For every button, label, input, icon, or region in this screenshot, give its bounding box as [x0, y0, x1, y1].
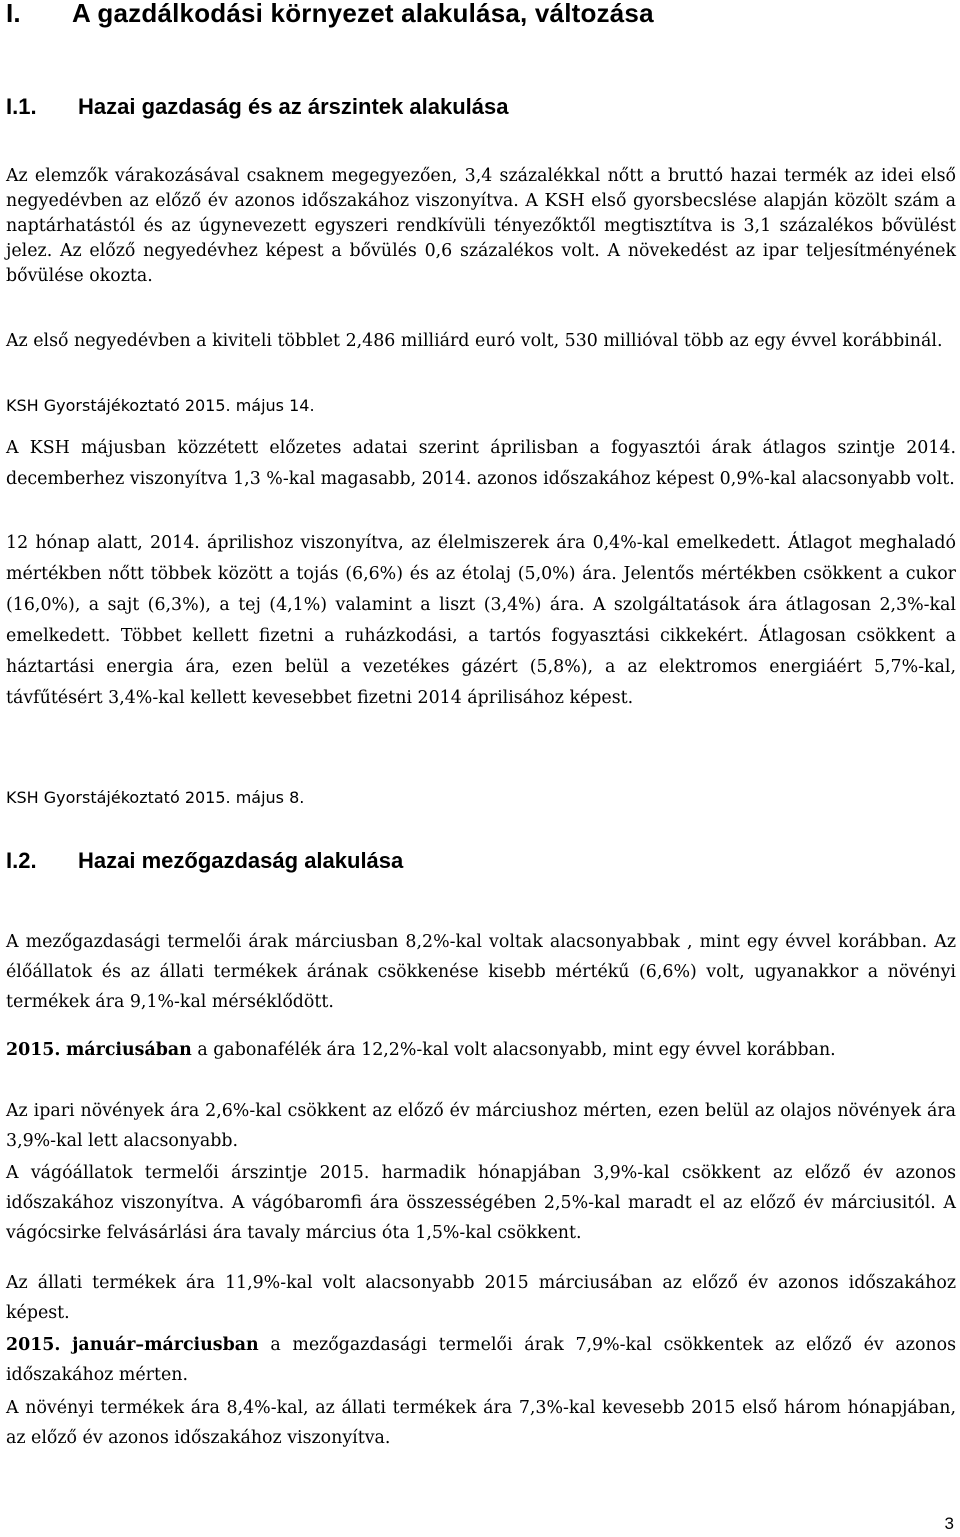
paragraph-consumer-prices: A KSH májusban közzétett előzetes adatai szerint áprilisban a fogyasztói árak átlagos szintje 2014. decemberhez viszonyítva 1,3 %-kal magasabb, 2014. azonos időszakához képest 0,9%-kal alacsonyabb volt. — [6, 438, 956, 489]
paragraph-q1-prices — [6, 1330, 956, 1390]
citation-ksh-may-14: KSH Gyorstájékoztató 2015. május 14. — [6, 396, 315, 415]
subsection-number: I.1. — [6, 94, 37, 119]
paragraph-crop-animal-prices: A növényi termékek ára 8,4%-kal, az állati termékek ára 7,3%-kal kevesebb 2015 első három hónapjában, az előző év azonos időszakához viszonyítva. — [6, 1398, 956, 1448]
subsection-number: I.2. — [6, 848, 37, 873]
section-heading — [6, 0, 654, 29]
subsection-heading-1-1 — [6, 94, 508, 120]
bold-month: márciusában — [66, 1040, 192, 1060]
paragraph-cereals — [6, 1035, 956, 1065]
bold-period: január–márciusban — [72, 1335, 259, 1355]
paragraph-export: Az első negyedévben a kiviteli többlet 2,486 milliárd euró volt, 530 millióval több az egy évvel korábbinál. — [6, 331, 943, 351]
paragraph-industrial-crops: Az ipari növények ára 2,6%-kal csökkent az előző év márciushoz mérten, ezen belül az olajos növények ára 3,9%-kal lett alacsonyabb. — [6, 1101, 956, 1151]
section-title: A gazdálkodási környezet alakulása, változása — [72, 0, 654, 28]
paragraph-producer-prices: A mezőgazdasági termelői árak márciusban 8,2%-kal voltak alacsonyabbak , mint egy évvel korábban. Az élőállatok és az állati termékek árának csökkenése kisebb mértékű (6,6%) volt, ugyanakkor a növényi termékek ára 9,1%-kal mérséklődött. — [6, 932, 956, 1012]
paragraph-animal-products: Az állati termékek ára 11,9%-kal volt alacsonyabb 2015 márciusában az előző év azonos időszakához képest. — [6, 1273, 956, 1323]
subsection-title: Hazai mezőgazdaság alakulása — [78, 848, 404, 873]
page-number: 3 — [944, 1514, 954, 1533]
paragraph-text: a gabonafélék ára 12,2%-kal volt alacsonyabb, mint egy évvel korábban. — [191, 1040, 836, 1060]
bold-year: 2015. — [6, 1040, 61, 1060]
paragraph-food-prices: 12 hónap alatt, 2014. áprilishoz viszonyítva, az élelmiszerek ára 0,4%-kal emelkedett. Átlagot meghaladó mértékben nőtt többek között a tojás (6,6%) és az étolaj (5,0%) ára. Jelentős mértékben csökkent a cukor (16,0%), a sajt (6,3%), a tej (4,1%) valamint a liszt (3,4%) ára. A szolgáltatások ára átlagosan 2,3%-kal emelkedett. Többet kellett fizetni a ruházkodási, a tartós fogyasztási cikkekért. Átlagosan csökkent a háztartási energia ára, ezen belül a vezetékes gázért (5,8%), a az elektromos energiáért 5,7%-kal, távfűtésért 3,4%-kal kellett kevesebbet fizetni 2014 áprilisához képest. — [6, 533, 956, 708]
paragraph-text: a mezőgazdasági termelői árak 7,9%-kal csökkentek az előző év azonos időszakához mérten. — [6, 1335, 957, 1385]
paragraph-livestock: A vágóállatok termelői árszintje 2015. harmadik hónapjában 3,9%-kal csökkent az előző év azonos időszakához viszonyítva. A vágóbaromfi ára összességében 2,5%-kal maradt el az előző év márciusitól. A vágócsirke felvásárlási ára tavaly március óta 1,5%-kal csökkent. — [6, 1163, 956, 1243]
paragraph-gdp: Az elemzők várakozásával csaknem megegyezően, 3,4 százalékkal nőtt a bruttó hazai termék az idei első negyedévben az előző év azonos időszakához viszonyítva. A KSH első gyorsbecslése alapján közölt szám a naptárhatástól és az úgynevezett egyszeri rendkívüli tényezőktől megtisztítva is 3,1 százalékos bővülést jelez. Az előző negyedévhez képest a bővülés 0,6 százalékos volt. A növekedést az ipar teljesítményének bővülése okozta. — [6, 166, 956, 286]
subsection-title: Hazai gazdaság és az árszintek alakulása — [78, 94, 509, 119]
bold-year: 2015. — [6, 1335, 61, 1355]
subsection-heading-1-2 — [6, 848, 403, 874]
citation-ksh-may-8: KSH Gyorstájékoztató 2015. május 8. — [6, 788, 305, 807]
section-number: I. — [6, 0, 21, 28]
